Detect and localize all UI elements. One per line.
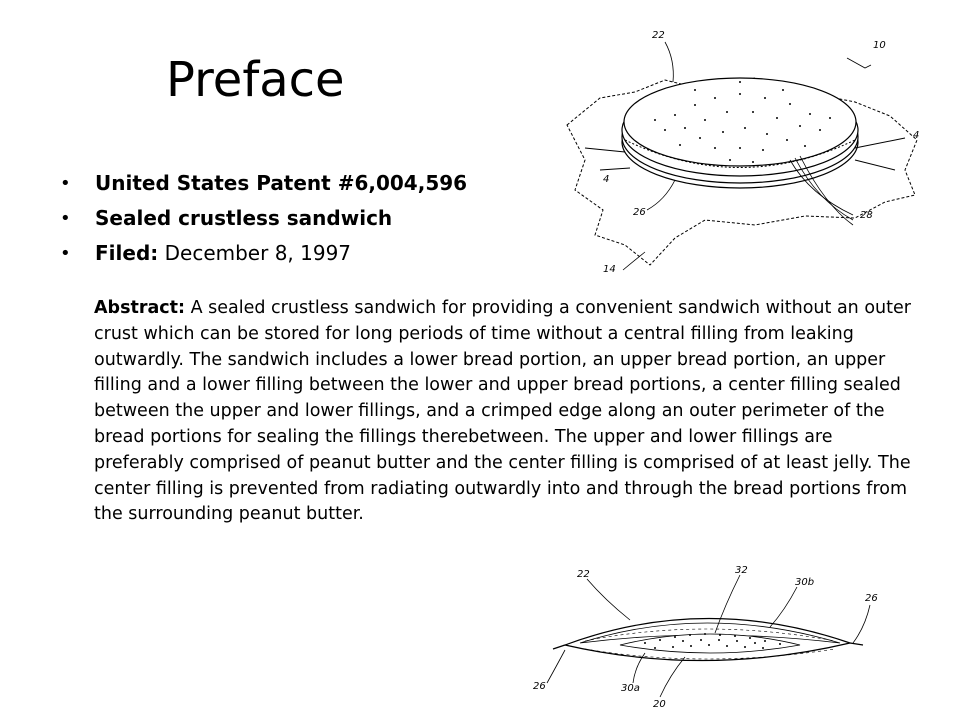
bullet-icon: • bbox=[60, 173, 71, 194]
bullet-icon: • bbox=[60, 243, 71, 264]
figure-label: 22 bbox=[577, 569, 590, 580]
figure-label: 26 bbox=[533, 681, 546, 692]
abstract-label: Abstract: bbox=[94, 298, 186, 318]
sandwich-top-face bbox=[624, 78, 856, 166]
figure-label: 14 bbox=[603, 264, 616, 275]
figure-label: 4 bbox=[603, 174, 610, 185]
bullet-patent-number bbox=[60, 166, 467, 201]
figure-label: 4 bbox=[913, 130, 920, 141]
figure-label: 26 bbox=[633, 207, 646, 218]
figure-label: 30b bbox=[795, 577, 815, 588]
bullet-list bbox=[60, 166, 467, 271]
figure-label: 20 bbox=[653, 699, 666, 710]
abstract-text: A sealed crustless sandwich for providing a convenient sandwich without an outer crust which can be stored for long periods of time without a central filling from leaking outwardly. The sandwich includes a lower bread portion, an upper bread portion, an upper filling and a lower filling between the lower and upper bread portions, a center filling sealed between the upper and lower fillings, and a crimped edge along an outer perimeter of the bread portions for sealing the fillings therebetween. The upper and lower fillings are preferably comprised of peanut butter and the center filling is comprised of at least jelly. The center filling is prevented from radiating outwardly into and through the bread portions from the surrounding peanut butter. bbox=[94, 298, 911, 525]
bullet-patent-title bbox=[60, 201, 467, 236]
bullet-value: December 8, 1997 bbox=[158, 241, 352, 265]
abstract-paragraph bbox=[94, 296, 912, 528]
bullet-filed-date bbox=[60, 236, 467, 271]
bullet-icon: • bbox=[60, 208, 71, 229]
patent-figure-perspective bbox=[555, 20, 935, 285]
figure-label: 10 bbox=[873, 40, 886, 51]
figure-label: 26 bbox=[865, 593, 878, 604]
figure-label: 28 bbox=[860, 210, 873, 221]
figure-label: 22 bbox=[652, 30, 665, 41]
slide-title: Preface bbox=[166, 52, 345, 108]
bullet-label: United States Patent #6,004,596 bbox=[95, 171, 468, 195]
bullet-label: Sealed crustless sandwich bbox=[95, 206, 393, 230]
bullet-label: Filed: bbox=[95, 241, 159, 265]
figure-label: 32 bbox=[735, 565, 748, 576]
figure-label: 30a bbox=[621, 683, 640, 694]
patent-figure-cross-section bbox=[525, 565, 905, 715]
